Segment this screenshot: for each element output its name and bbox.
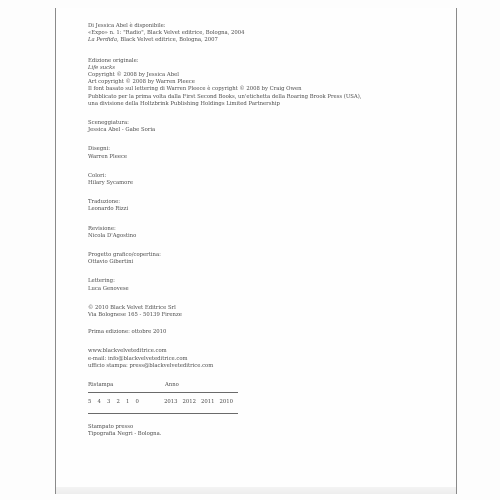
credit-label: Disegni: (88, 146, 111, 153)
credit-value: Ottavio Gibertini (88, 259, 134, 266)
reprint-digit: 1 (126, 399, 130, 406)
copyright-text: Copyright © 2008 by Jessica Abel (88, 72, 179, 79)
reprint-label: Ristampa (88, 382, 114, 389)
credit-revision (88, 226, 388, 240)
credit-value: Jessica Abel - Gabe Soria (88, 127, 156, 134)
perdida-details: , Black Velvet editrice, Bologna, 2007 (117, 37, 218, 44)
credit-label: Traduzione: (88, 199, 121, 206)
credit-design (88, 252, 388, 266)
reprint-digits (88, 399, 164, 406)
publisher-copyright: © 2010 Black Velvet Editrice Srl (88, 304, 176, 311)
credit-label: Progetto grafico/copertina: (88, 252, 161, 259)
available-works (88, 23, 388, 45)
reprint-digit: 5 (88, 399, 92, 406)
colophon (88, 23, 388, 438)
reprint-year: 2013 (164, 399, 178, 406)
credit-value: Hilary Sycamore (88, 180, 133, 187)
available-heading: Di Jessica Abel è disponibile: (88, 23, 166, 29)
available-item-perdida (88, 37, 388, 44)
reprint-digit: 4 (97, 399, 101, 406)
copyright-font: Il font basato sul lettering di Warren Pleece è copyright © 2008 by Craig Owen (88, 86, 302, 93)
credit-lettering (88, 278, 388, 292)
copyright-art: Art copyright © 2008 by Warren Pleece (88, 79, 195, 86)
credit-value: Nicola D'Agostino (88, 232, 137, 239)
original-edition-label: Edizione originale: (88, 57, 139, 64)
credit-screenplay (88, 120, 388, 134)
reprint-years (164, 399, 238, 406)
reprint-header (88, 382, 238, 389)
publisher-address: Via Bolognese 165 - 50139 Firenze (88, 312, 182, 319)
available-item-expo: «Expo» n. 1: "Radio", Black Velvet editrice, Bologna, 2004 (88, 30, 245, 37)
credit-label: Colori: (88, 172, 107, 179)
credit-value: Leonardo Rizzi (88, 206, 129, 213)
publisher-info (88, 305, 388, 319)
reprint-year: 2011 (201, 399, 215, 406)
credit-label: Sceneggiatura: (88, 120, 129, 127)
reprint-digit: 0 (135, 399, 139, 406)
credit-label: Revisione: (88, 225, 116, 232)
press-email-link[interactable]: ufficio stampa: press@blackvelveteditrice.com (88, 362, 214, 369)
credit-colors (88, 173, 388, 187)
reprint-digit: 3 (107, 399, 111, 406)
page-bottom-shade (56, 487, 456, 494)
printer-name: Tipografia Negri - Bologna. (88, 430, 162, 437)
first-edition: Prima edizione: ottobre 2010 (88, 329, 167, 336)
reprint-year: 2012 (182, 399, 197, 406)
reprint-digit: 2 (116, 399, 120, 406)
credit-value: Luca Genovese (88, 285, 129, 292)
year-label: Anno (165, 382, 179, 389)
website-link[interactable]: www.blackvelveteditrice.com (88, 348, 167, 355)
publication-info-1: Pubblicato per la prima volta dalla First Second Books, un'etichetta della Roaring Brook Press (USA), (88, 93, 362, 100)
printer-info (88, 424, 388, 438)
original-edition (88, 58, 388, 108)
reprint-line (88, 392, 238, 406)
credit-drawings (88, 146, 388, 160)
perdida-title: La Perdida (88, 37, 117, 44)
printer-label: Stampato presso (88, 423, 134, 430)
credit-label: Lettering: (88, 278, 115, 285)
email-link[interactable]: e-mail: info@blackvelveteditrice.com (88, 355, 188, 362)
publication-info-2: una divisione della Holtzbrink Publishing Holdings Limited Partnership (88, 100, 280, 107)
credit-value: Warren Pleece (88, 153, 128, 160)
contacts (88, 348, 388, 370)
credit-translation (88, 199, 388, 213)
original-title: Life sucks (88, 64, 116, 71)
reprint-year: 2010 (219, 399, 233, 406)
